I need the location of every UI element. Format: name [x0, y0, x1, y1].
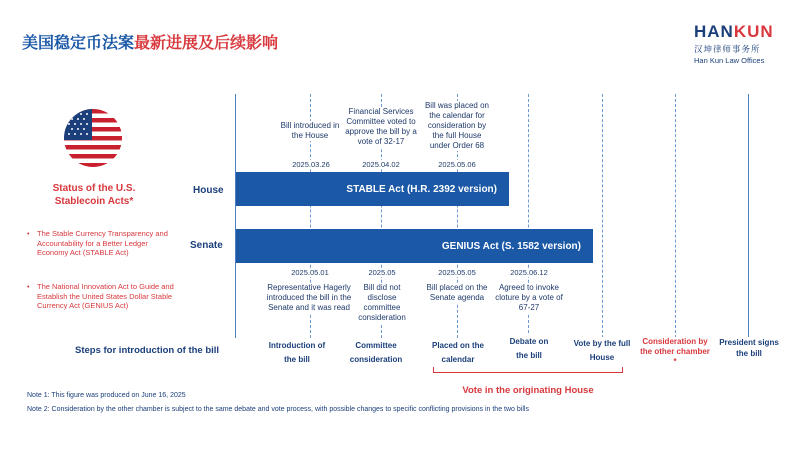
house-event-1-date: 2025.03.26	[285, 160, 337, 169]
divider-line	[675, 94, 676, 338]
bullet-genius-act: • The National Innovation Act to Guide and Establish the United States Dollar Stable Currency Act (GENIUS Act)	[27, 282, 177, 311]
title-part-2: 最新进展及后续影响	[134, 33, 279, 52]
senate-bill-bar	[236, 229, 593, 263]
senate-event-3-date: 2025.05.05	[430, 268, 484, 277]
logo-chinese-name: 汉坤律师事务所	[694, 45, 761, 55]
bullet-stable-act-text: The Stable Currency Transparency and Accountability for a Better Ledger Economy Act (STABLE Act)	[37, 229, 168, 257]
bullet-stable-act: • The Stable Currency Transparency and Accountability for a Better Ledger Economy Act (STABLE Act)	[27, 229, 177, 258]
bracket-right-tick	[622, 367, 623, 373]
us-flag-icon	[64, 109, 122, 167]
house-label: House	[193, 185, 224, 196]
step-placed-on-calendar: Placed on the calendar	[424, 339, 492, 367]
senate-label: Senate	[190, 240, 223, 251]
logo-brand	[694, 22, 774, 42]
vote-originating-house-label: Vote in the originating House	[462, 385, 594, 396]
senate-event-4: Agreed to invoke cloture by a vote of 67-27	[495, 283, 563, 312]
bracket-left-tick	[433, 367, 434, 373]
step-committee: Committee consideration	[345, 339, 407, 367]
step-full-house-vote: Vote by the full House	[572, 337, 632, 365]
step-other-chamber: Consideration by the other chamber *	[640, 337, 710, 366]
senate-event-3: Bill placed on the Senate agenda	[426, 283, 488, 302]
page-title	[22, 30, 278, 53]
note-2: Note 2: Consideration by the other chamber is subject to the same debate and vote process, with possible changes to specific conflicting provisions in the two bills	[27, 406, 529, 413]
logo-english-name: Han Kun Law Offices	[694, 56, 765, 65]
divider-line	[602, 94, 603, 338]
status-heading: Status of the U.S. Stablecoin Acts*	[52, 183, 136, 207]
han-kun-logo	[694, 22, 774, 65]
step-introduction: Introduction of the bill	[264, 339, 330, 367]
house-event-3: Bill was placed on the calendar for consideration by the full House under Order 68	[422, 101, 492, 151]
house-bill-label: STABLE Act (H.R. 2392 version)	[346, 183, 497, 195]
senate-bill-label: GENIUS Act (S. 1582 version)	[441, 240, 581, 252]
bullet-genius-act-text: The National Innovation Act to Guide and Establish the United States Dollar Stable Currency Act (GENIUS Act)	[37, 282, 174, 310]
house-event-2-date: 2025.04.02	[355, 160, 407, 169]
house-event-3-date: 2025.05.06	[431, 160, 483, 169]
note-1: Note 1: This figure was produced on June 16, 2025	[27, 392, 186, 399]
senate-event-2: Bill did not disclose committee consideration	[352, 283, 412, 323]
senate-event-2-date: 2025.05	[356, 268, 408, 277]
logo-han: HAN	[694, 22, 734, 41]
timeline-start-line	[235, 94, 236, 338]
steps-label: Steps for introduction of the bill	[75, 345, 220, 356]
logo-kun: KUN	[733, 22, 774, 41]
house-event-1: Bill introduced in the House	[277, 121, 343, 141]
step-president-signs: President signs the bill	[719, 338, 779, 358]
house-event-2: Financial Services Committee voted to approve the bill by a vote of 32-17	[341, 107, 421, 147]
senate-event-4-date: 2025.06.12	[502, 268, 556, 277]
step-debate: Debate on the bill	[503, 335, 555, 363]
originating-house-bracket	[433, 372, 623, 373]
house-bill-bar	[236, 172, 509, 206]
senate-event-1: Representative Hagerly introduced the bill in the Senate and it was read	[266, 283, 352, 312]
timeline-end-line	[748, 94, 749, 338]
senate-event-1-date: 2025.05.01	[282, 268, 338, 277]
title-part-1: 美国稳定币法案	[22, 33, 135, 52]
